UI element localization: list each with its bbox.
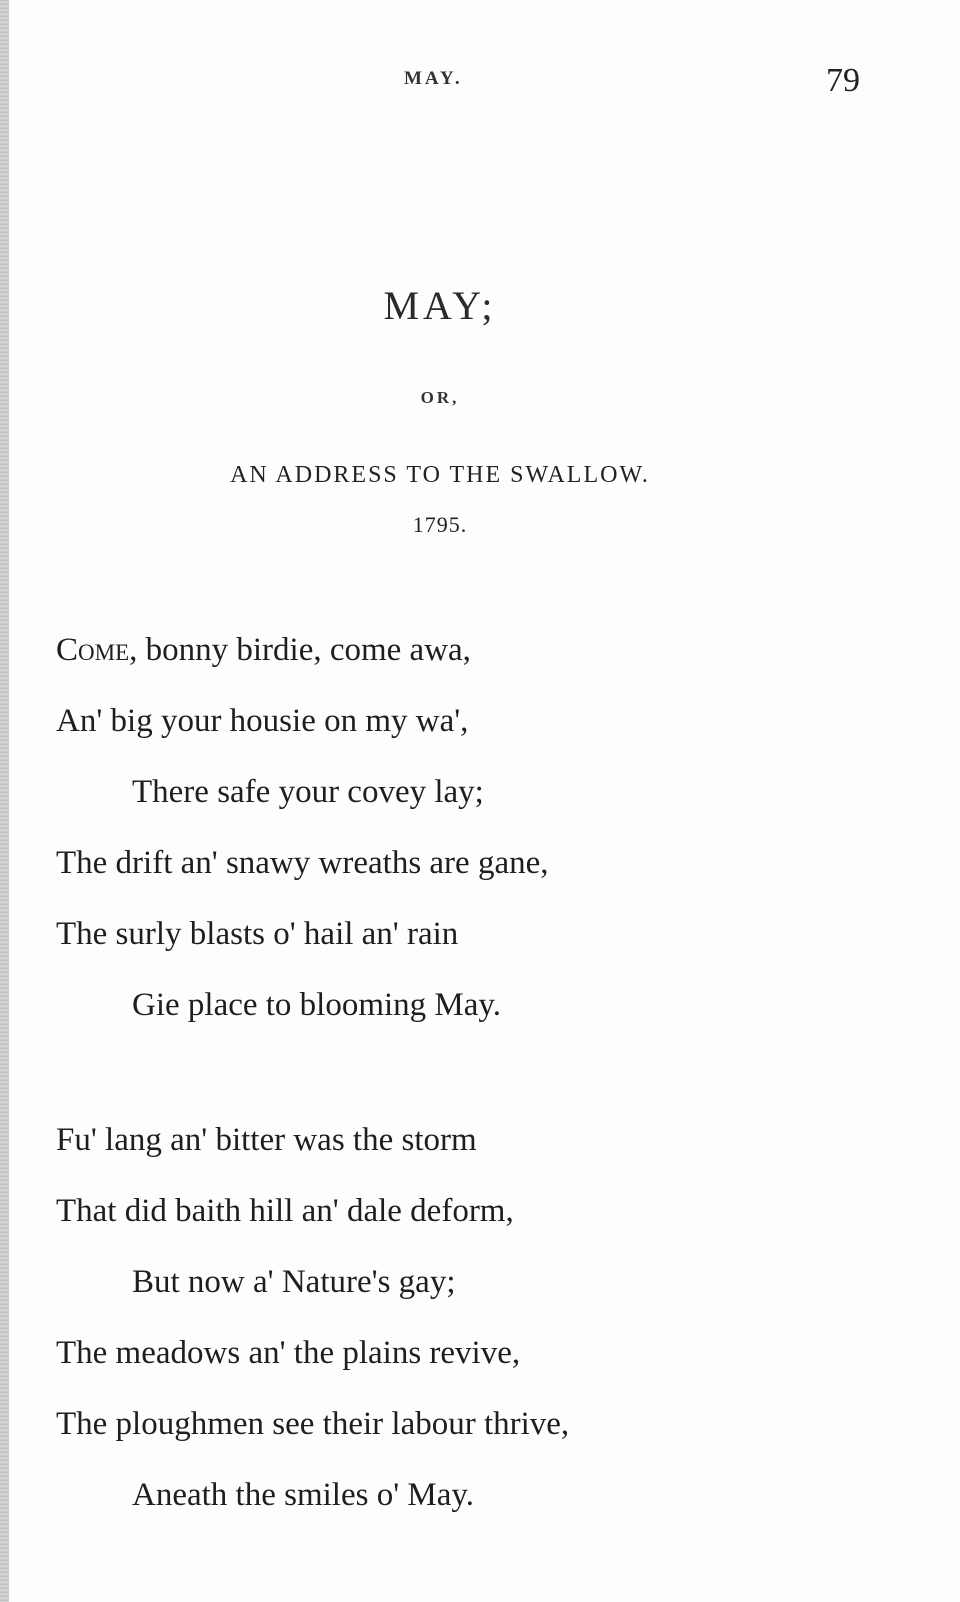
poem-line: But now a' Nature's gay; (132, 1264, 456, 1300)
page-gutter-edge (0, 0, 9, 1602)
poem-line: Aneath the smiles o' May. (132, 1477, 474, 1513)
poem-line: The ploughmen see their labour thrive, (56, 1406, 570, 1442)
poem-line: There safe your covey lay; (132, 774, 484, 810)
poem-line: That did baith hill an' dale deform, (56, 1193, 514, 1229)
page-number: 79 (826, 62, 860, 99)
poem-title: MAY; (383, 283, 497, 328)
stanza-2 (56, 1118, 856, 1544)
poem-line: Gie place to blooming May. (132, 987, 502, 1023)
running-title: MAY. (404, 68, 463, 89)
poem-line: The meadows an' the plains revive, (56, 1335, 521, 1371)
running-head (0, 62, 960, 108)
stanza-1 (56, 628, 856, 1054)
poem-subtitle: AN ADDRESS TO THE SWALLOW. (230, 462, 650, 488)
poem-line: The surly blasts o' hail an' rain (56, 916, 459, 952)
poem-line-text: bonny birdie, come awa, (137, 632, 471, 668)
opening-word: Come, (56, 632, 138, 668)
poem-line: The drift an' snawy wreaths are gane, (56, 845, 549, 881)
poem-title-connector: OR, (420, 388, 460, 407)
poem-year: 1795. (412, 512, 468, 537)
poem-line: An' big your housie on my wa', (56, 703, 469, 739)
poem-line (56, 628, 856, 699)
poem-line: Fu' lang an' bitter was the storm (56, 1122, 477, 1158)
